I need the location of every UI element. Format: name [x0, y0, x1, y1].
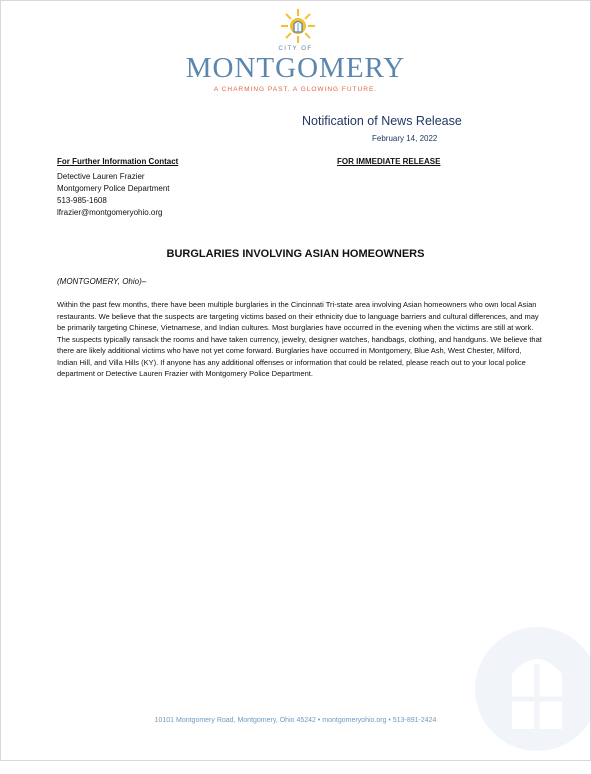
release-date: February 14, 2022: [372, 134, 438, 143]
letterhead-city-of: CITY OF: [278, 46, 313, 52]
release-title: Notification of News Release: [302, 114, 462, 128]
contact-name: Detective Lauren Frazier: [57, 172, 145, 181]
letterhead-tagline: A CHARMING PAST. A GLOWING FUTURE.: [213, 86, 378, 93]
footer-address: 10101 Montgomery Road, Montgomery, Ohio 45242 • montgomeryohio.org • 513-891-2424: [154, 717, 437, 724]
body-paragraph: Within the past few months, there have been multiple burglaries in the Cincinnati Tri-state area involving Asian homeowners who own local Asian restaurants. We believe that the suspects are targeting victims based on their ethnicity due to language barriers and cultural differences, and may be primarily targeting Chinese, Vietnamese, and Indian cultures. Most burglaries have occurred in the evening when the victims are still at work. The suspects typically ransack the rooms and have taken currency, jewelry, designer watches, handbags, clothing, and handguns. We believe that there are likely additional victims who have not yet come forward. Burglaries have occurred in Montgomery, Blue Ash, West Chester, Milford, Indian Hill, and Villa Hills (KY). If anyone has any additional offenses or information that could be related, please reach out to your local police department or Detective Lauren Frazier with Montgomery Police Department.: [57, 300, 542, 378]
contact-heading: For Further Information Contact: [57, 157, 179, 166]
contact-phone: 513-985-1608: [57, 196, 107, 205]
lantern-sun-logo-icon: [280, 8, 316, 44]
headline: BURGLARIES INVOLVING ASIAN HOMEOWNERS: [166, 248, 425, 260]
contact-block: [57, 171, 170, 219]
release-type: FOR IMMEDIATE RELEASE: [337, 157, 441, 166]
letterhead-wordmark: MONTGOMERY: [185, 52, 406, 84]
contact-department: Montgomery Police Department: [57, 184, 170, 193]
lantern-watermark-icon: [452, 604, 591, 774]
dateline: (MONTGOMERY, Ohio)–: [57, 277, 147, 286]
contact-email: lfrazier@montgomeryohio.org: [57, 208, 163, 217]
